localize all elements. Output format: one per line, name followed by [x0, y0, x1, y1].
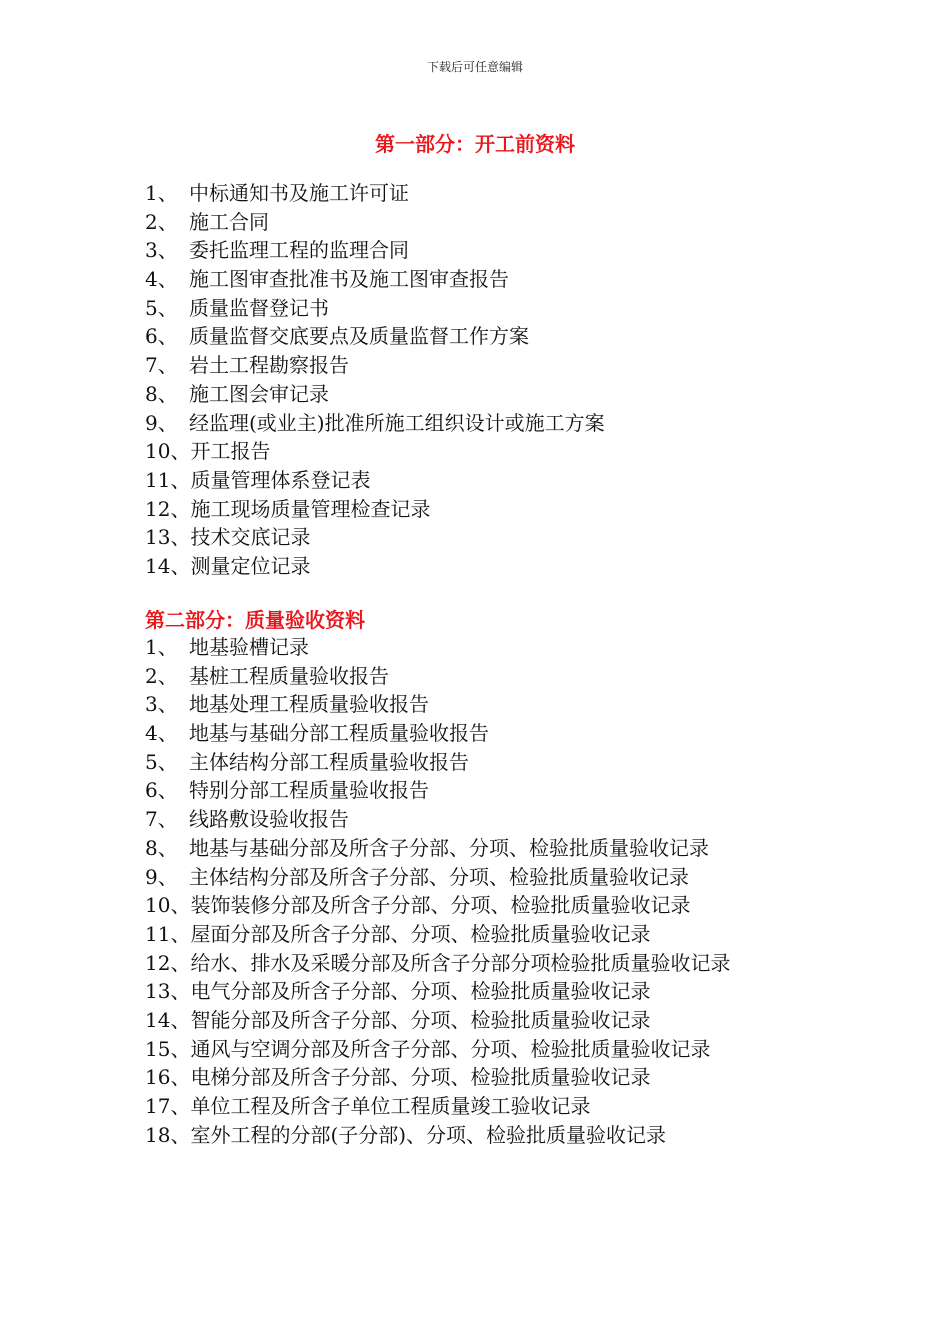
item-text: 经监理(或业主)批准所施工组织设计或施工方案 — [189, 410, 605, 435]
list-item — [145, 1121, 730, 1150]
item-number: 11、 — [145, 467, 191, 492]
item-number: 17、 — [145, 1094, 191, 1118]
item-number: 3、 — [145, 238, 178, 263]
item-text: 室外工程的分部(子分部)、分项、检验批质量验收记录 — [190, 1122, 667, 1147]
section-1-title: 第一部分：开工前资料 — [375, 132, 575, 156]
item-number: 7、 — [145, 807, 178, 832]
list-item — [145, 776, 730, 805]
item-text: 线路敷设验收报告 — [189, 807, 349, 832]
item-number: 8、 — [145, 835, 178, 860]
item-number: 10、 — [145, 439, 191, 464]
list-item — [145, 1092, 730, 1121]
item-text: 质量监督交底要点及质量监督工作方案 — [189, 324, 529, 349]
list-item — [145, 351, 605, 380]
list-item — [145, 690, 730, 719]
item-number: 2、 — [145, 209, 178, 234]
item-text: 施工图审查批准书及施工图审查报告 — [189, 267, 509, 292]
item-text: 主体结构分部工程质量验收报告 — [189, 749, 469, 774]
item-number: 1、 — [145, 181, 178, 205]
item-number: 3、 — [145, 692, 178, 717]
item-number: 7、 — [145, 353, 178, 378]
item-number: 2、 — [145, 663, 178, 688]
item-number: 9、 — [145, 864, 178, 889]
list-item — [145, 977, 730, 1006]
item-number: 10、 — [145, 893, 191, 918]
item-number: 1、 — [145, 635, 178, 659]
list-item — [145, 863, 730, 892]
list-item — [145, 409, 605, 438]
item-text: 通风与空调分部及所含子分部、分项、检验批质量验收记录 — [190, 1036, 711, 1061]
list-item — [145, 949, 730, 978]
section-2-title: 第二部分：质量验收资料 — [145, 608, 365, 632]
item-text: 电气分部及所含子分部、分项、检验批质量验收记录 — [190, 979, 651, 1004]
item-number: 4、 — [145, 267, 178, 292]
item-text: 智能分部及所含子分部、分项、检验批质量验收记录 — [190, 1007, 651, 1032]
item-number: 5、 — [145, 295, 178, 320]
section-1-list — [145, 179, 605, 581]
list-item — [145, 179, 605, 208]
item-text: 质量管理体系登记表 — [190, 467, 371, 492]
item-number: 12、 — [145, 950, 191, 975]
list-item — [145, 437, 605, 466]
item-number: 13、 — [145, 979, 191, 1004]
list-item — [145, 322, 605, 351]
item-number: 5、 — [145, 749, 178, 774]
item-text: 基桩工程质量验收报告 — [189, 663, 389, 688]
list-item — [145, 891, 730, 920]
item-text: 地基与基础分部工程质量验收报告 — [189, 721, 489, 746]
list-item — [145, 834, 730, 863]
item-number: 6、 — [145, 324, 178, 349]
item-number: 6、 — [145, 778, 178, 803]
list-item — [145, 208, 605, 237]
item-text: 质量监督登记书 — [189, 295, 329, 320]
header-note: 下载后可任意编辑 — [426, 60, 523, 74]
item-text: 装饰装修分部及所含子分部、分项、检验批质量验收记录 — [190, 893, 691, 918]
item-text: 岩土工程勘察报告 — [189, 353, 349, 378]
item-number: 14、 — [145, 1007, 191, 1032]
list-item — [145, 805, 730, 834]
list-item — [145, 1006, 730, 1035]
item-text: 地基处理工程质量验收报告 — [189, 692, 429, 717]
item-text: 施工图会审记录 — [189, 381, 329, 406]
item-text: 施工合同 — [189, 209, 269, 234]
item-text: 地基验槽记录 — [189, 635, 309, 659]
item-number: 18、 — [145, 1122, 191, 1147]
item-number: 16、 — [145, 1065, 191, 1090]
item-number: 15、 — [145, 1036, 191, 1061]
list-item — [145, 523, 605, 552]
list-item — [145, 748, 730, 777]
item-text: 主体结构分部及所含子分部、分项、检验批质量验收记录 — [189, 864, 689, 889]
list-item — [145, 294, 605, 323]
item-number: 8、 — [145, 381, 178, 406]
item-text: 单位工程及所含子单位工程质量竣工验收记录 — [190, 1094, 591, 1118]
list-item — [145, 466, 605, 495]
item-text: 屋面分部及所含子分部、分项、检验批质量验收记录 — [190, 921, 651, 946]
list-item — [145, 662, 730, 691]
item-text: 测量定位记录 — [190, 553, 311, 578]
list-item — [145, 1035, 730, 1064]
list-item — [145, 265, 605, 294]
item-text: 电梯分部及所含子分部、分项、检验批质量验收记录 — [190, 1065, 651, 1090]
item-text: 技术交底记录 — [190, 525, 311, 550]
list-item — [145, 380, 605, 409]
item-number: 13、 — [145, 525, 191, 550]
item-text: 开工报告 — [190, 439, 271, 464]
item-text: 特别分部工程质量验收报告 — [189, 778, 429, 803]
list-item — [145, 1063, 730, 1092]
item-number: 14、 — [145, 553, 191, 578]
list-item — [145, 920, 730, 949]
item-number: 11、 — [145, 921, 191, 946]
item-number: 12、 — [145, 496, 191, 521]
list-item — [145, 552, 605, 581]
list-item — [145, 719, 730, 748]
list-item — [145, 633, 730, 662]
item-number: 9、 — [145, 410, 178, 435]
item-text: 委托监理工程的监理合同 — [189, 238, 409, 263]
list-item — [145, 236, 605, 265]
list-item — [145, 495, 605, 524]
section-2-list — [145, 633, 730, 1149]
item-text: 施工现场质量管理检查记录 — [190, 496, 431, 521]
item-number: 4、 — [145, 721, 178, 746]
item-text: 地基与基础分部及所含子分部、分项、检验批质量验收记录 — [189, 835, 709, 860]
item-text: 给水、排水及采暖分部及所含子分部分项检验批质量验收记录 — [190, 950, 731, 975]
item-text: 中标通知书及施工许可证 — [189, 181, 409, 205]
